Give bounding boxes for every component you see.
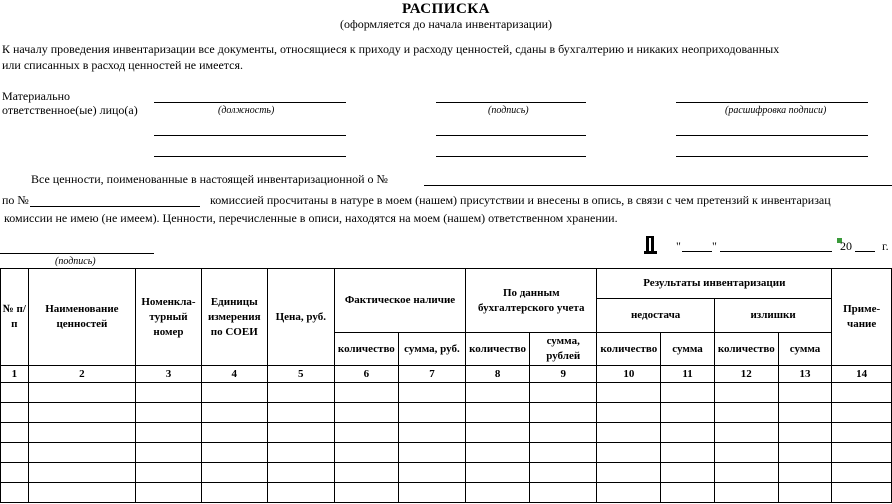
values-text-line-2a: по № xyxy=(2,193,29,207)
table-row[interactable] xyxy=(1,423,892,443)
position-line-2[interactable] xyxy=(154,135,346,136)
decode-line-3[interactable] xyxy=(676,156,868,157)
header-shortage-sum: сумма xyxy=(661,333,715,366)
sign-line[interactable] xyxy=(0,253,154,254)
header-results: Результаты инвентаризации xyxy=(597,269,832,299)
header-price: Цена, руб. xyxy=(267,269,334,366)
header-units: Единицы измерения по СОЕИ xyxy=(201,269,267,366)
column-number: 7 xyxy=(398,366,465,383)
to-number-line[interactable] xyxy=(30,206,200,207)
signature-line-3[interactable] xyxy=(436,156,586,157)
table-row[interactable] xyxy=(1,403,892,423)
inventory-number-line[interactable] xyxy=(424,185,892,186)
values-text-line-2b: комиссией просчитаны в натуре в моем (нашем) присутствии и внесены в опись, в связи с чем претензий к инвентаризац xyxy=(210,193,831,207)
header-actual: Фактическое наличие xyxy=(334,269,465,333)
table-row[interactable] xyxy=(1,443,892,463)
header-name: Наименование ценностей xyxy=(28,269,135,366)
decode-line-1[interactable] xyxy=(676,102,868,103)
values-text-line-1: Все ценности, поименованные в настоящей инвентаризационной о № xyxy=(31,172,388,186)
page-subtitle: (оформляется до начала инвентаризации) xyxy=(339,17,553,31)
column-number: 14 xyxy=(832,366,892,383)
responsible-label-2: ответственное(ые) лицо(а) xyxy=(2,103,138,117)
header-nomenclature: Номенкла-турный номер xyxy=(136,269,202,366)
position-line-3[interactable] xyxy=(154,156,346,157)
column-number: 11 xyxy=(661,366,715,383)
column-number: 13 xyxy=(778,366,832,383)
column-number: 1 xyxy=(1,366,29,383)
decode-line-2[interactable] xyxy=(676,135,868,136)
signature-line-2[interactable] xyxy=(436,135,586,136)
date-quote-open: " xyxy=(676,239,681,253)
column-number-row xyxy=(1,366,892,383)
table-row[interactable] xyxy=(1,483,892,503)
header-actual-qty: количество xyxy=(334,333,398,366)
hint-position: (должность) xyxy=(218,105,275,116)
header-accounting-sum: сумма, рублей xyxy=(530,333,597,366)
responsible-label-1: Материально xyxy=(2,89,70,103)
inventory-table xyxy=(0,268,892,503)
column-number: 4 xyxy=(201,366,267,383)
column-number: 2 xyxy=(28,366,135,383)
signature-line-1[interactable] xyxy=(436,102,586,103)
table-row[interactable] xyxy=(1,383,892,403)
column-number: 10 xyxy=(597,366,661,383)
cursor-mark-base xyxy=(644,251,657,254)
date-day-line[interactable] xyxy=(682,251,712,252)
header-surplus-sum: сумма xyxy=(778,333,832,366)
column-number: 8 xyxy=(466,366,530,383)
header-accounting-qty: количество xyxy=(466,333,530,366)
table-row[interactable] xyxy=(1,463,892,483)
position-line-1[interactable] xyxy=(154,102,346,103)
intro-text-line-1: К началу проведения инвентаризации все документы, относящиеся к приходу и расходу ценностей, сданы в бухгалтерию и никаких неоприходованных xyxy=(2,42,780,56)
header-shortage-qty: количество xyxy=(597,333,661,366)
header-accounting: По данным бухгалтерского учета xyxy=(466,269,597,333)
header-num: № п/п xyxy=(1,269,29,366)
column-number: 12 xyxy=(714,366,778,383)
column-number: 5 xyxy=(267,366,334,383)
page-title: РАСПИСКА xyxy=(401,1,491,17)
column-number: 9 xyxy=(530,366,597,383)
header-surplus: излишки xyxy=(714,299,831,333)
hint-decode: (расшифровка подписи) xyxy=(725,105,827,116)
intro-text-line-2: или списанных в расход ценностей не имеется. xyxy=(2,58,244,72)
column-number: 3 xyxy=(136,366,202,383)
header-shortage: недостача xyxy=(597,299,714,333)
sign-hint: (подпись) xyxy=(55,256,96,267)
date-quote-close: " xyxy=(712,239,717,253)
header-actual-sum: сумма, руб. xyxy=(398,333,465,366)
hint-signature: (подпись) xyxy=(488,105,529,116)
date-year-line[interactable] xyxy=(855,251,875,252)
header-surplus-qty: количество xyxy=(714,333,778,366)
date-month-line[interactable] xyxy=(720,251,832,252)
values-text-line-3: комиссии не имею (не имеем). Ценности, перечисленные в описи, находятся на моем (нашем) ответственном хранении. xyxy=(4,211,618,225)
header-note: Приме-чание xyxy=(832,269,892,366)
date-year-prefix: 20 xyxy=(840,239,852,253)
column-number: 6 xyxy=(334,366,398,383)
date-year-suffix: г. xyxy=(882,239,889,253)
